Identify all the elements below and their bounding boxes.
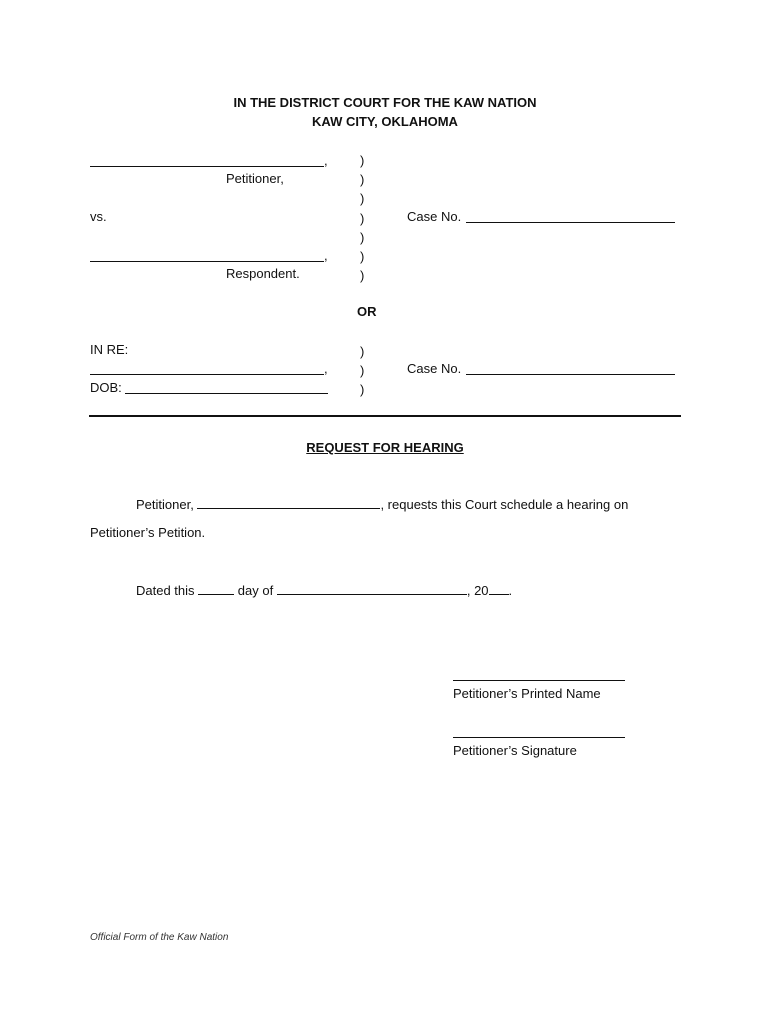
case-no-label-top: Case No. — [407, 209, 462, 224]
dated-prefix: Dated this — [136, 583, 195, 598]
request-sentence — [136, 496, 628, 513]
year-blank[interactable] — [489, 582, 509, 595]
petitioner-name-blank[interactable] — [90, 166, 324, 167]
paren: ) — [360, 191, 365, 207]
court-location: KAW CITY, OKLAHOMA — [312, 114, 458, 129]
respondent-comma: , — [324, 248, 328, 263]
case-no-blank-top[interactable] — [466, 222, 675, 223]
dated-period: . — [508, 583, 513, 598]
respondent-name-blank[interactable] — [90, 261, 324, 262]
year-prefix: , 20 — [466, 583, 489, 598]
vs-label: vs. — [90, 209, 107, 224]
paren: ) — [360, 210, 365, 226]
paren: ) — [360, 172, 365, 188]
paren: ) — [360, 344, 365, 359]
request-sentence-line2: Petitioner’s Petition. — [90, 525, 206, 540]
caption-parens-top — [360, 151, 370, 285]
printed-name-label: Petitioner’s Printed Name — [453, 686, 601, 701]
printed-name-line[interactable] — [453, 680, 625, 681]
dob-label: DOB: — [90, 380, 122, 395]
dated-line — [136, 582, 512, 599]
in-re-name-blank[interactable] — [90, 374, 324, 375]
paren: ) — [360, 153, 365, 168]
petitioner-suffix: , requests this Court schedule a hearing on — [380, 497, 629, 512]
petitioner-prefix: Petitioner, — [136, 497, 194, 512]
day-of-label: day of — [237, 583, 274, 598]
petitioner-label: Petitioner, — [226, 171, 284, 186]
case-no-blank-bottom[interactable] — [466, 374, 675, 375]
day-blank[interactable] — [198, 582, 234, 595]
caption-parens-bottom — [360, 342, 370, 400]
case-no-label-bottom: Case No. — [407, 361, 462, 376]
month-blank[interactable] — [277, 582, 467, 595]
paren: ) — [360, 382, 365, 398]
paren: ) — [360, 249, 365, 265]
or-divider-label: OR — [357, 304, 377, 319]
section-divider — [89, 415, 681, 417]
form-footer: Official Form of the Kaw Nation — [90, 932, 229, 943]
dob-blank[interactable] — [125, 393, 328, 394]
petitioner-comma: , — [324, 153, 328, 168]
paren: ) — [360, 268, 365, 284]
in-re-label: IN RE: — [90, 342, 129, 357]
signature-label: Petitioner’s Signature — [453, 743, 577, 758]
signature-line[interactable] — [453, 737, 625, 738]
document-title: REQUEST FOR HEARING — [306, 440, 464, 455]
paren: ) — [360, 363, 365, 379]
in-re-comma: , — [324, 361, 328, 376]
respondent-label: Respondent. — [226, 266, 300, 281]
paren: ) — [360, 229, 365, 245]
court-title: IN THE DISTRICT COURT FOR THE KAW NATION — [233, 95, 537, 110]
petitioner-body-blank[interactable] — [197, 496, 380, 509]
